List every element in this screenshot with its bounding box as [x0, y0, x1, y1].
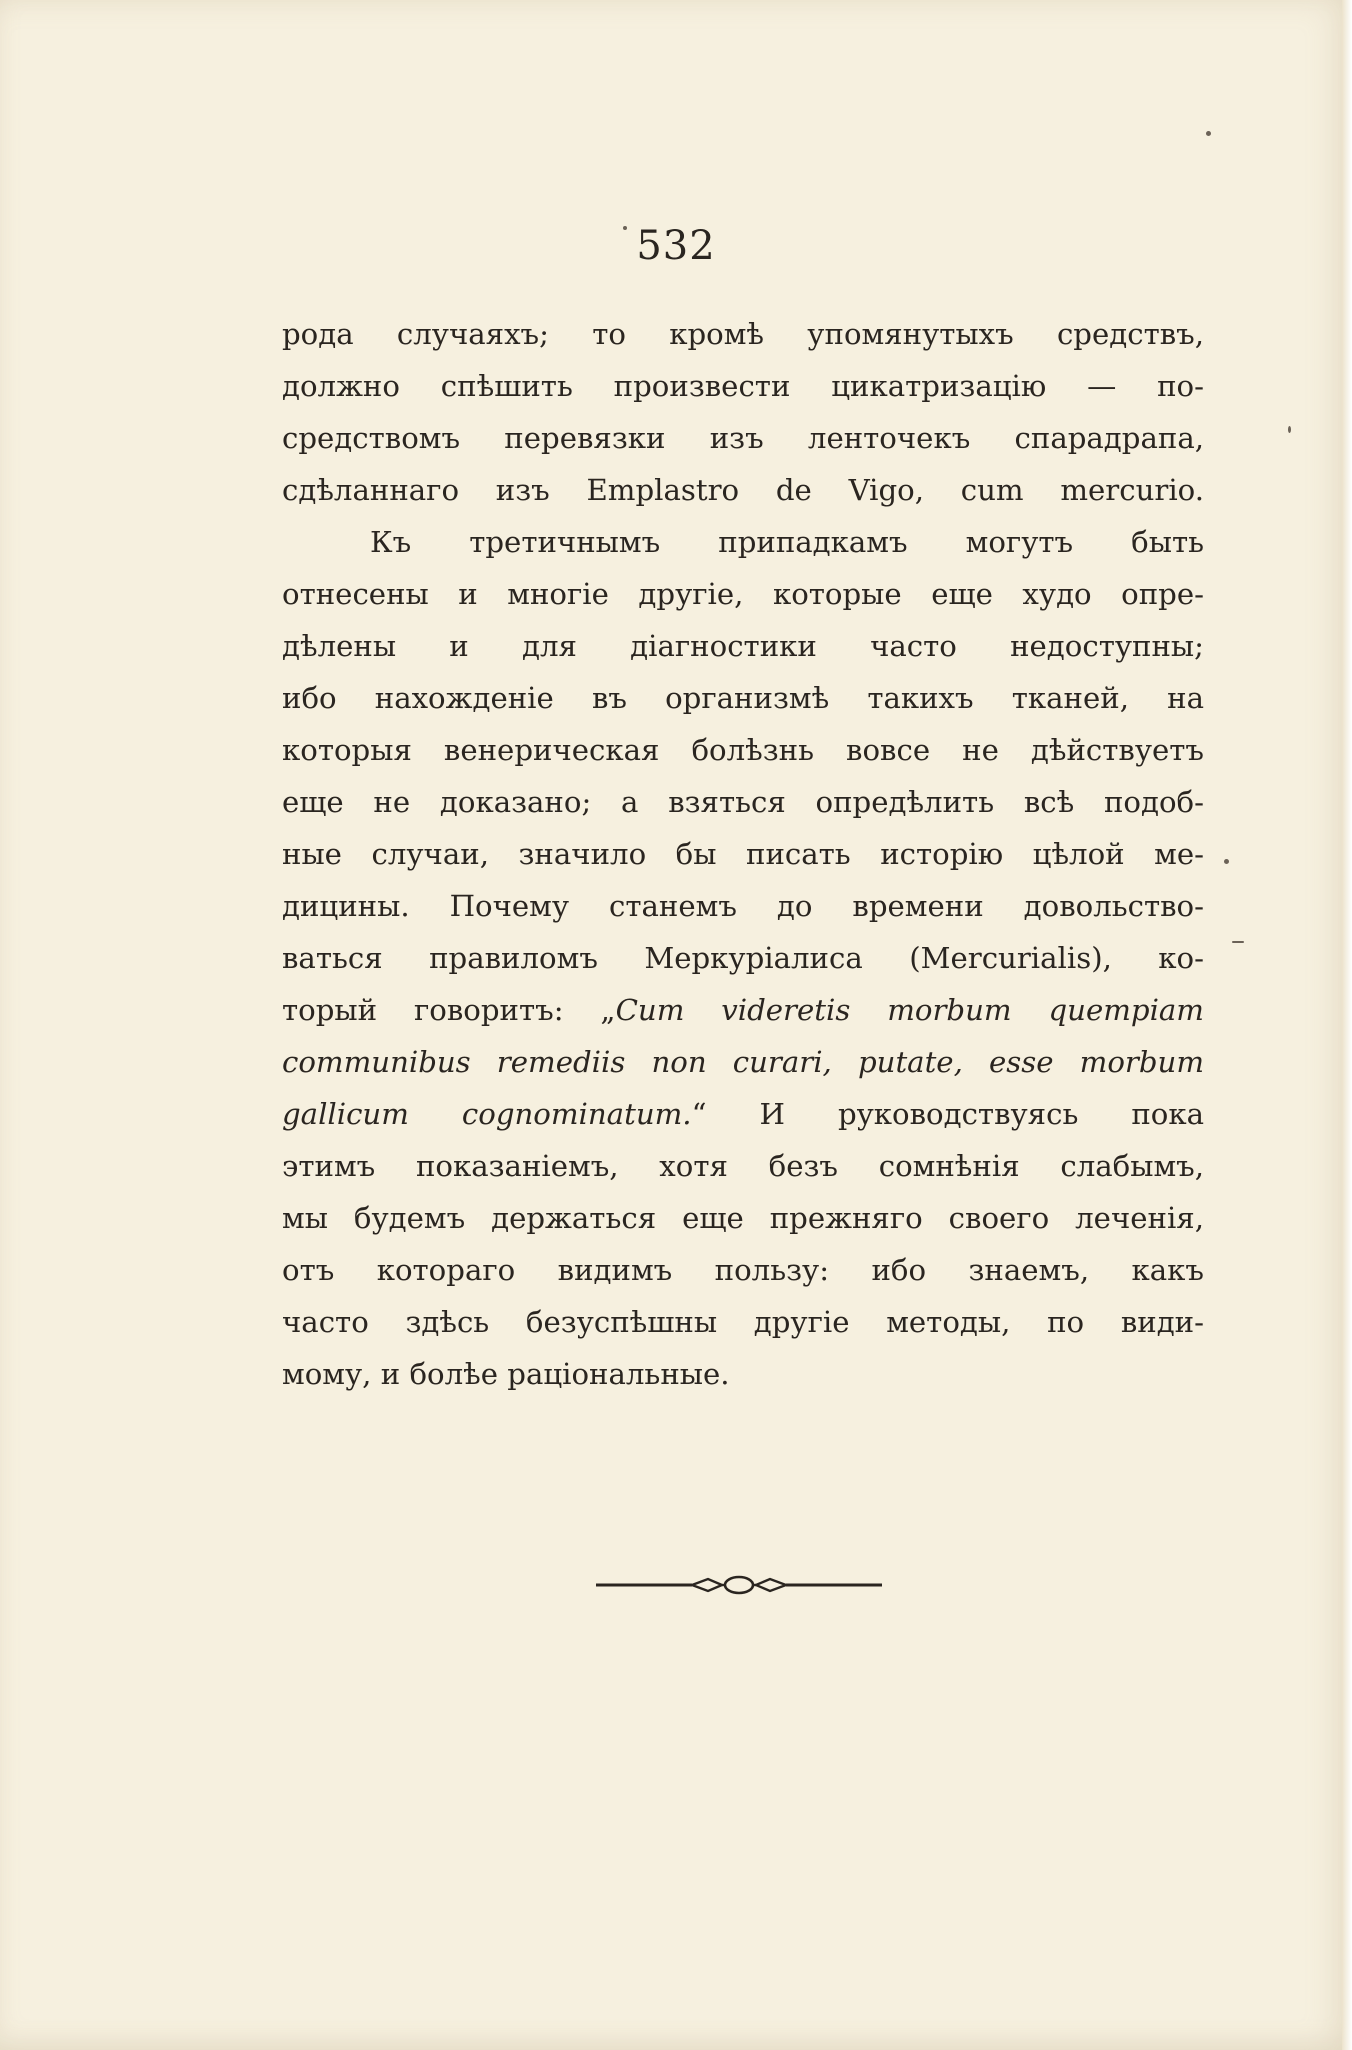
text-line: ваться правиломъ Меркуріалиса (Mercurialis), ко-	[282, 941, 1204, 975]
latin-quote: Cum videretis morbum quempiam	[615, 993, 1204, 1027]
page-edge-shadow	[1342, 0, 1352, 2050]
paper-speck	[1224, 859, 1229, 864]
paragraph-first-line: Къ третичнымъ припадкамъ могутъ быть	[370, 525, 1204, 559]
text-segment: “ И руководствуясь пока	[691, 1097, 1204, 1131]
text-line: отъ котораго видимъ пользу: ибо знаемъ, какъ	[282, 1253, 1204, 1287]
text-line: дицины. Почему станемъ до времени довольство-	[282, 889, 1204, 923]
text-line: этимъ показаніемъ, хотя безъ сомнѣнія слабымъ,	[282, 1149, 1204, 1183]
paper-speck	[623, 226, 627, 230]
text-line: дѣлены и для діагностики часто недоступны;	[282, 629, 1204, 663]
body-text	[282, 308, 1204, 1400]
text-line	[282, 984, 1204, 1036]
text-line: сдѣланнаго изъ Emplastro de Vigo, cum mercurio.	[282, 473, 1204, 507]
paper-speck	[1288, 426, 1291, 433]
text-line	[282, 1088, 1204, 1140]
text-line: которыя венерическая болѣзнь вовсе не дѣйствуетъ	[282, 733, 1204, 767]
page-number: 532	[636, 223, 716, 269]
latin-quote: gallicum cognominatum.	[282, 1097, 692, 1131]
decorative-rule-ornament-icon	[596, 1573, 882, 1597]
text-line: часто здѣсь безуспѣшны другіе методы, по види-	[282, 1305, 1204, 1339]
text-line: средствомъ перевязки изъ ленточекъ спарадрапа,	[282, 421, 1204, 455]
text-line: должно спѣшить произвести цикатризацію — по-	[282, 369, 1204, 403]
text-segment: торый говоритъ: „	[282, 993, 616, 1027]
text-line: еще не доказано; а взяться опредѣлить всѣ подоб-	[282, 785, 1204, 819]
text-line: ибо нахожденіе въ организмѣ такихъ тканей, на	[282, 681, 1204, 715]
text-line: отнесены и многіе другіе, которые еще худо опре-	[282, 577, 1204, 611]
text-line: ные случаи, значило бы писать исторію цѣлой ме-	[282, 837, 1204, 871]
text-line: рода случаяхъ; то кромѣ упомянутыхъ средствъ,	[282, 317, 1204, 351]
paragraph-last-line: мому, и болѣе раціональные.	[282, 1357, 730, 1391]
latin-quote-line: communibus remediis non curari, putate, esse morbum	[282, 1045, 1204, 1079]
text-line: мы будемъ держаться еще прежняго своего леченія,	[282, 1201, 1204, 1235]
paper-speck	[1206, 131, 1211, 136]
paper-speck	[1232, 941, 1244, 943]
